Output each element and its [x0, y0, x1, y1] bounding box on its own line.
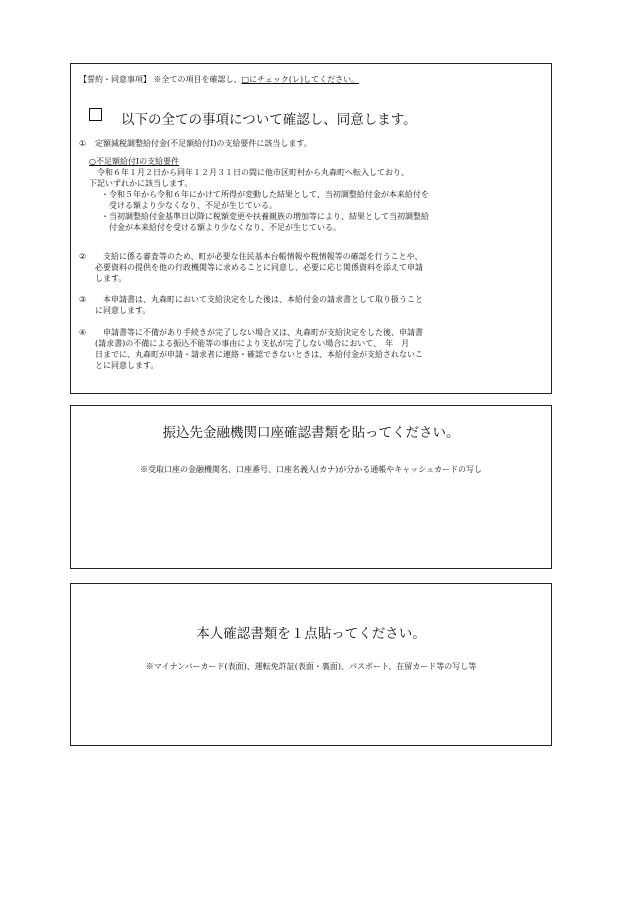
requirement-bullet: ・当初調整給付金基準日以降に税額変更や扶養親族の増加等により、結果として当初調整給	[101, 212, 429, 221]
pledge-header	[79, 74, 359, 85]
agree-checkbox[interactable]	[89, 108, 102, 121]
requirement-title: ○不足額給付Ⅰの支給要件	[89, 157, 180, 166]
pledge-section	[70, 63, 552, 394]
agree-label: 以下の全ての事項について確認し、同意します。	[121, 112, 417, 128]
item-text: 申請書等に不備があり手続きが完了しない場合又は、丸森町が支給決定をした後、申請書	[95, 328, 423, 337]
item-text: 日までに、丸森町が申請・請求者に連絡・確認できないときは、本給付金が支給されないこ	[95, 350, 423, 359]
requirement-bullet: 付金が本来給付を受ける額より少なくなり、不足が生じている。	[101, 223, 341, 232]
pledge-instruction-underlined: □にチェック(レ)してください。	[241, 75, 360, 84]
pledge-item-3	[79, 294, 423, 316]
id-box-note: ※マイナンバーカード(表面)、運転免許証(表面・裏面)、パスポート、在留カード等の写し等	[145, 662, 477, 671]
bank-box-title: 振込先金融機関口座確認書類を貼ってください。	[162, 425, 460, 441]
pledge-heading: 【誓約・同意事項】	[79, 75, 151, 84]
requirement-bullet: ・令和５年から令和６年にかけて所得が変動した結果として、当初調整給付金が本来給付を	[101, 190, 429, 199]
item-text: 定額減税調整給付金(不足額給付Ⅰ)の支給要件に該当します。	[95, 139, 312, 148]
item-marker: ④	[79, 328, 87, 337]
item-text: 支給に係る審査等のため、町が必要な住民基本台帳情報や税情報等の確認を行うことや、	[95, 252, 423, 261]
item-text: に同意します。	[95, 306, 151, 315]
requirement-block	[89, 156, 429, 233]
item-text: します。	[95, 274, 127, 283]
id-document-paste-area	[70, 583, 552, 746]
requirement-bullet: 受ける額より少なくなり、不足が生じている。	[101, 201, 277, 210]
item-text: 本申請書は、丸森町において支給決定をした後は、本給付金の請求書として取り扱うこと	[95, 295, 423, 304]
requirement-line: 令和６年１月２日から同年１２月３１日の間に他市区町村から丸森町へ転入しており、	[89, 168, 409, 177]
item-marker: ②	[79, 252, 87, 261]
item-text: (請求書)の不備による振込不能等の事由により支払が完了しない場合において、 年 月	[95, 339, 410, 348]
pledge-instruction: ※全ての項目を確認し、	[153, 75, 242, 84]
requirement-line: 下記いずれかに該当します。	[89, 179, 193, 188]
pledge-item-1	[79, 138, 312, 149]
item-text: 必要資料の提供を他の行政機関等に求めることに同意し、必要に応じ関係資料を添えて申請	[95, 263, 423, 272]
bank-box-note: ※受取口座の金融機関名、口座番号、口座名義人(カナ)が分かる通帳やキャッシュカードの写し	[139, 465, 483, 474]
bank-document-paste-area	[70, 405, 552, 569]
id-box-title: 本人確認書類を１点貼ってください。	[196, 626, 426, 642]
pledge-item-2	[79, 251, 423, 284]
item-text: とに同意します。	[95, 361, 159, 370]
item-marker: ①	[79, 139, 87, 148]
pledge-item-4	[79, 327, 423, 371]
item-marker: ③	[79, 295, 87, 304]
